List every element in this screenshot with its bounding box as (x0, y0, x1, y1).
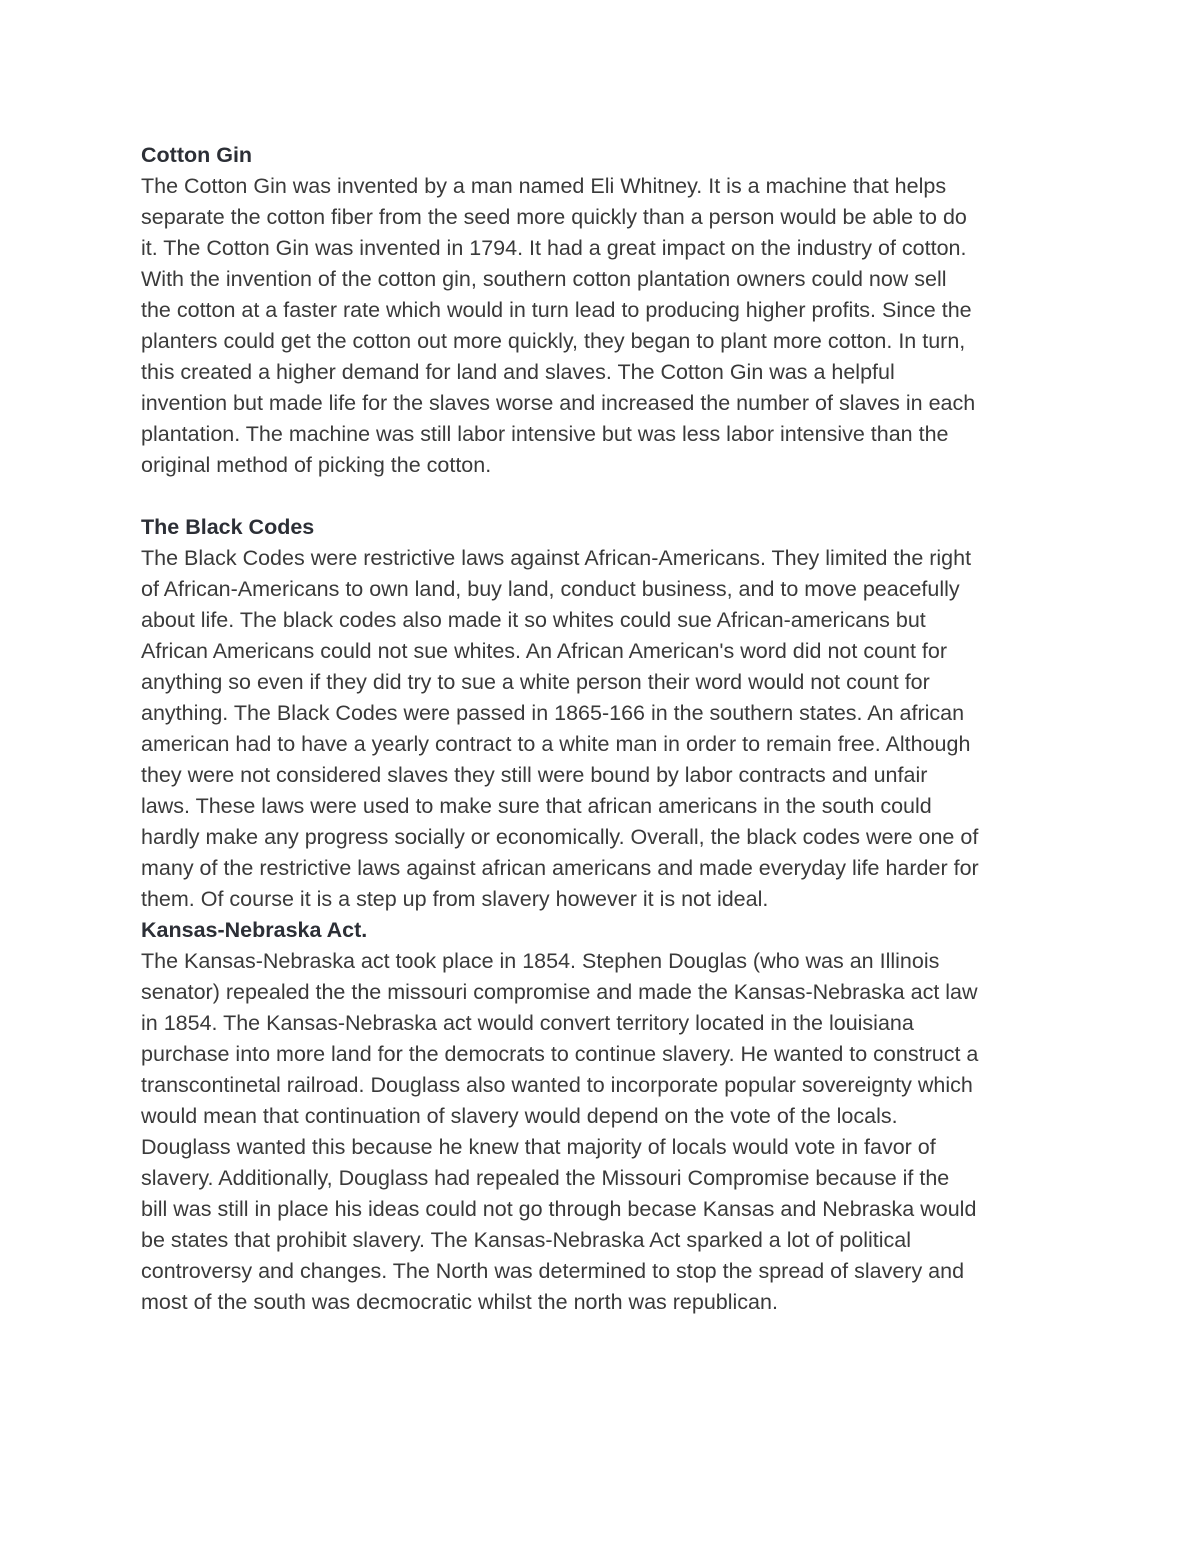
paragraph-line: The Kansas-Nebraska act took place in 1854. Stephen Douglas (who was an Illinois (141, 949, 940, 973)
paragraph-line: The Black Codes were restrictive laws against African-Americans. They limited the right (141, 546, 972, 570)
paragraph-line: would mean that continuation of slavery would depend on the vote of the locals. (141, 1104, 898, 1128)
paragraph-line: be states that prohibit slavery. The Kansas-Nebraska Act sparked a lot of political (141, 1228, 912, 1252)
paragraph-line: With the invention of the cotton gin, southern cotton plantation owners could now sell (141, 267, 947, 291)
paragraph-line: they were not considered slaves they still were bound by labor contracts and unfair (141, 763, 928, 787)
paragraph-line: plantation. The machine was still labor intensive but was less labor intensive than the (141, 422, 949, 446)
document-page (141, 140, 1066, 1318)
paragraph-line: this created a higher demand for land and slaves. The Cotton Gin was a helpful (141, 360, 895, 384)
paragraph-line: bill was still in place his ideas could not go through becase Kansas and Nebraska would (141, 1197, 977, 1221)
paragraph-line: African Americans could not sue whites. An African American's word did not count for (141, 639, 947, 663)
paragraph-line: slavery. Additionally, Douglass had repealed the Missouri Compromise because if the (141, 1166, 950, 1190)
paragraph-line: invention but made life for the slaves worse and increased the number of slaves in each (141, 391, 976, 415)
paragraph-line: planters could get the cotton out more quickly, they began to plant more cotton. In turn, (141, 329, 966, 353)
section-paragraph (141, 543, 1066, 915)
paragraph-line: american had to have a yearly contract to a white man in order to remain free. Although (141, 732, 971, 756)
section-paragraph (141, 946, 1066, 1318)
paragraph-line: it. The Cotton Gin was invented in 1794. It had a great impact on the industry of cotton. (141, 236, 967, 260)
paragraph-line: transcontinetal railroad. Douglass also wanted to incorporate popular sovereignty which (141, 1073, 973, 1097)
paragraph-line: them. Of course it is a step up from slavery however it is not ideal. (141, 887, 769, 911)
section-kansas-nebraska-act (141, 915, 1066, 1318)
paragraph-line: original method of picking the cotton. (141, 453, 492, 477)
section-black-codes (141, 512, 1066, 915)
paragraph-line: purchase into more land for the democrats to continue slavery. He wanted to construct a (141, 1042, 979, 1066)
paragraph-line: anything. The Black Codes were passed in 1865-166 in the southern states. An african (141, 701, 965, 725)
paragraph-line: of African-Americans to own land, buy land, conduct business, and to move peacefully (141, 577, 960, 601)
paragraph-line: controversy and changes. The North was determined to stop the spread of slavery and (141, 1259, 965, 1283)
section-heading: Cotton Gin (141, 143, 253, 167)
section-cotton-gin (141, 140, 1066, 481)
paragraph-line: The Cotton Gin was invented by a man named Eli Whitney. It is a machine that helps (141, 174, 947, 198)
paragraph-line: most of the south was decmocratic whilst the north was republican. (141, 1290, 778, 1314)
paragraph-line: laws. These laws were used to make sure that african americans in the south could (141, 794, 932, 818)
section-paragraph (141, 171, 1066, 481)
paragraph-line: Douglass wanted this because he knew that majority of locals would vote in favor of (141, 1135, 936, 1159)
paragraph-line: hardly make any progress socially or economically. Overall, the black codes were one of (141, 825, 979, 849)
paragraph-line: about life. The black codes also made it so whites could sue African-americans but (141, 608, 926, 632)
paragraph-line: in 1854. The Kansas-Nebraska act would convert territory located in the louisiana (141, 1011, 914, 1035)
paragraph-line: many of the restrictive laws against african americans and made everyday life harder for (141, 856, 979, 880)
section-heading: The Black Codes (141, 515, 315, 539)
paragraph-line: anything so even if they did try to sue a white person their word would not count for (141, 670, 930, 694)
section-heading: Kansas-Nebraska Act. (141, 918, 368, 942)
paragraph-line: the cotton at a faster rate which would in turn lead to producing higher profits. Since the (141, 298, 972, 322)
paragraph-line: separate the cotton fiber from the seed more quickly than a person would be able to do (141, 205, 967, 229)
paragraph-line: senator) repealed the the missouri compromise and made the Kansas-Nebraska act law (141, 980, 978, 1004)
